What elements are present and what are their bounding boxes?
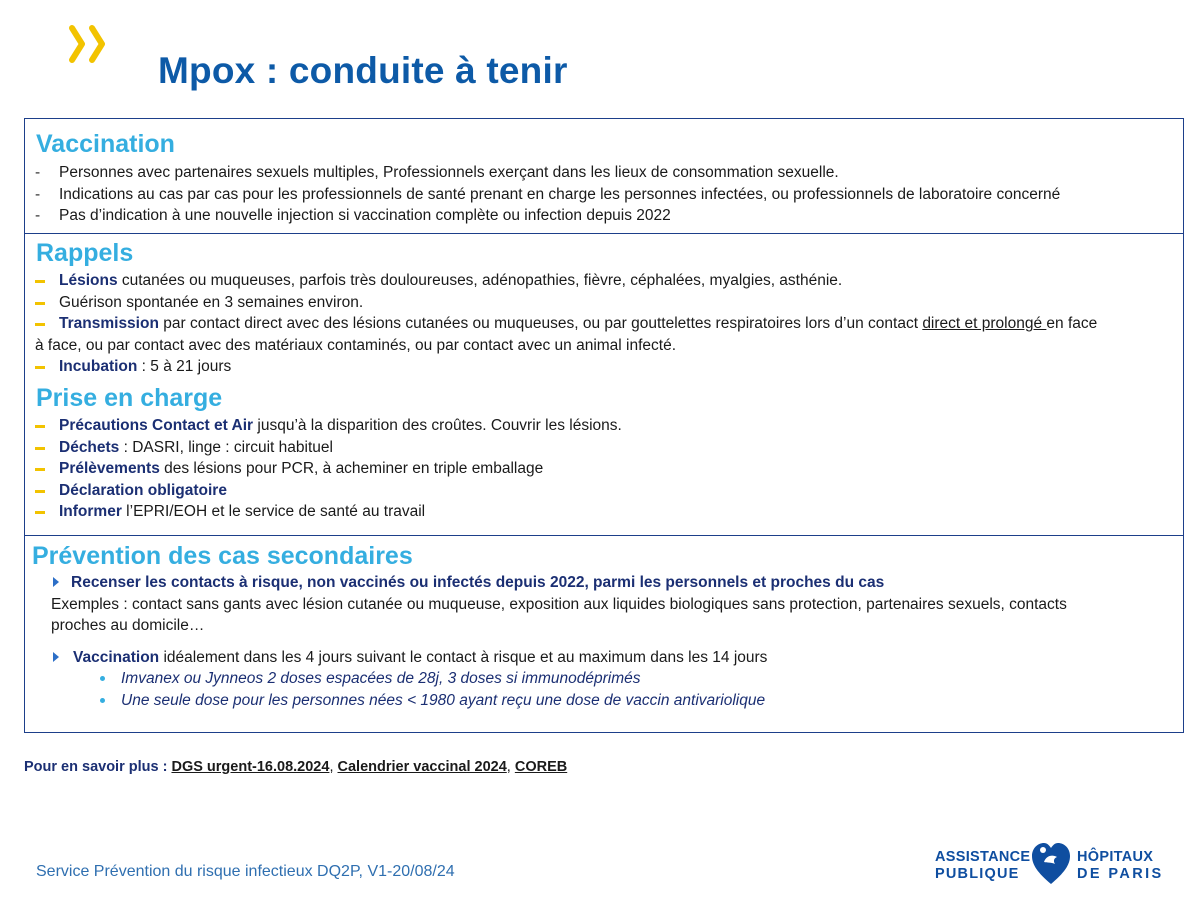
prise-item: Déchets : DASRI, linge : circuit habituel <box>25 437 1175 459</box>
bullet-dash-icon <box>35 302 45 305</box>
bullet-dash-icon <box>35 366 45 369</box>
rappel-item: Transmission par contact direct avec des lésions cutanées ou muqueuses, ou par gouttelettes respiratoires lors d’un contact direct et prolongé en face <box>25 313 1180 335</box>
prise-item: Prélèvements des lésions pour PCR, à acheminer en triple emballage <box>25 458 1175 480</box>
bullet-dash-icon <box>35 468 45 471</box>
rappel-item-continuation: à face, ou par contact avec des matériaux contaminés, ou par contact avec un animal infecté. <box>35 336 677 354</box>
vaccination-item: - Personnes avec partenaires sexuels multiples, Professionnels exerçant dans les lieux de consommation sexuelle. <box>35 164 839 181</box>
vaccination-item: - Pas d’indication à une nouvelle injection si vaccination complète ou infection depuis 2022 <box>35 207 671 224</box>
dot-bullet-icon <box>100 676 105 681</box>
prise-item: Précautions Contact et Air jusqu’à la disparition des croûtes. Couvrir les lésions. <box>25 415 1175 437</box>
bullet-dash-icon <box>35 490 45 493</box>
vaccination-item: - Indications au cas par cas pour les professionnels de santé prenant en charge les personnes infectées, ou professionnels de laboratoire concerné <box>35 185 1061 203</box>
prevention-heading: Prévention des cas secondaires <box>32 542 413 570</box>
link-calendrier-vaccinal[interactable]: Calendrier vaccinal 2024 <box>337 759 507 775</box>
bullet-dash-icon <box>35 511 45 514</box>
rappel-item: Guérison spontanée en 3 semaines environ. <box>25 292 1180 314</box>
prevention-section <box>24 535 1184 733</box>
prevention-examples: proches au domicile… <box>51 617 205 634</box>
triangle-bullet-icon <box>53 652 59 662</box>
link-dgs-urgent[interactable]: DGS urgent-16.08.2024 <box>171 759 330 775</box>
aphp-logo: ASSISTANCE PUBLIQUE HÔPITAUX DE PARIS <box>932 838 1166 890</box>
bullet-dash-icon <box>35 425 45 428</box>
rappels-heading: Rappels <box>36 239 134 267</box>
vaccination-section <box>24 118 1184 234</box>
prevention-examples: Exemples : contact sans gants avec lésion cutanée ou muqueuse, exposition aux liquides biologiques sans protection, partenaires sexuels, contacts <box>51 595 1067 613</box>
rappel-item: Incubation : 5 à 21 jours <box>25 356 1180 378</box>
prise-item: Informer l’EPRI/EOH et le service de santé au travail <box>25 501 1175 523</box>
prevention-subitem: Imvanex ou Jynneos 2 doses espacées de 28j, 3 doses si immunodéprimés <box>25 668 1175 690</box>
link-coreb[interactable]: COREB <box>514 759 568 775</box>
prise-item: Déclaration obligatoire <box>25 480 1175 502</box>
page-title: Mpox : conduite à tenir <box>158 50 568 91</box>
prevention-item: Vaccination idéalement dans les 4 jours suivant le contact à risque et au maximum dans les 14 jours <box>25 647 1175 669</box>
prevention-item: Recenser les contacts à risque, non vaccinés ou infectés depuis 2022, parmi les personnels et proches du cas <box>25 572 1175 594</box>
rappel-item: Lésions cutanées ou muqueuses, parfois très douloureuses, adénopathies, fièvre, céphalées, myalgies, asthénie. <box>25 270 1180 292</box>
more-info: Pour en savoir plus : DGS urgent-16.08.2024, Calendrier vaccinal 2024, COREB <box>24 759 568 775</box>
bullet-dash-icon <box>35 323 45 326</box>
prise-en-charge-heading: Prise en charge <box>36 384 223 412</box>
rappels-section <box>24 233 1184 536</box>
bullet-dash-icon <box>35 447 45 450</box>
prevention-subitem: Une seule dose pour les personnes nées < 1980 ayant reçu une dose de vaccin antivariolique <box>25 690 1175 712</box>
bullet-dash-icon <box>35 280 45 283</box>
footer-text: Service Prévention du risque infectieux DQ2P, V1-20/08/24 <box>36 863 455 880</box>
dot-bullet-icon <box>100 698 105 703</box>
heart-logo-icon <box>1030 840 1072 886</box>
vaccination-heading: Vaccination <box>36 130 175 158</box>
triangle-bullet-icon <box>53 577 59 587</box>
chevrons-icon <box>66 22 116 66</box>
